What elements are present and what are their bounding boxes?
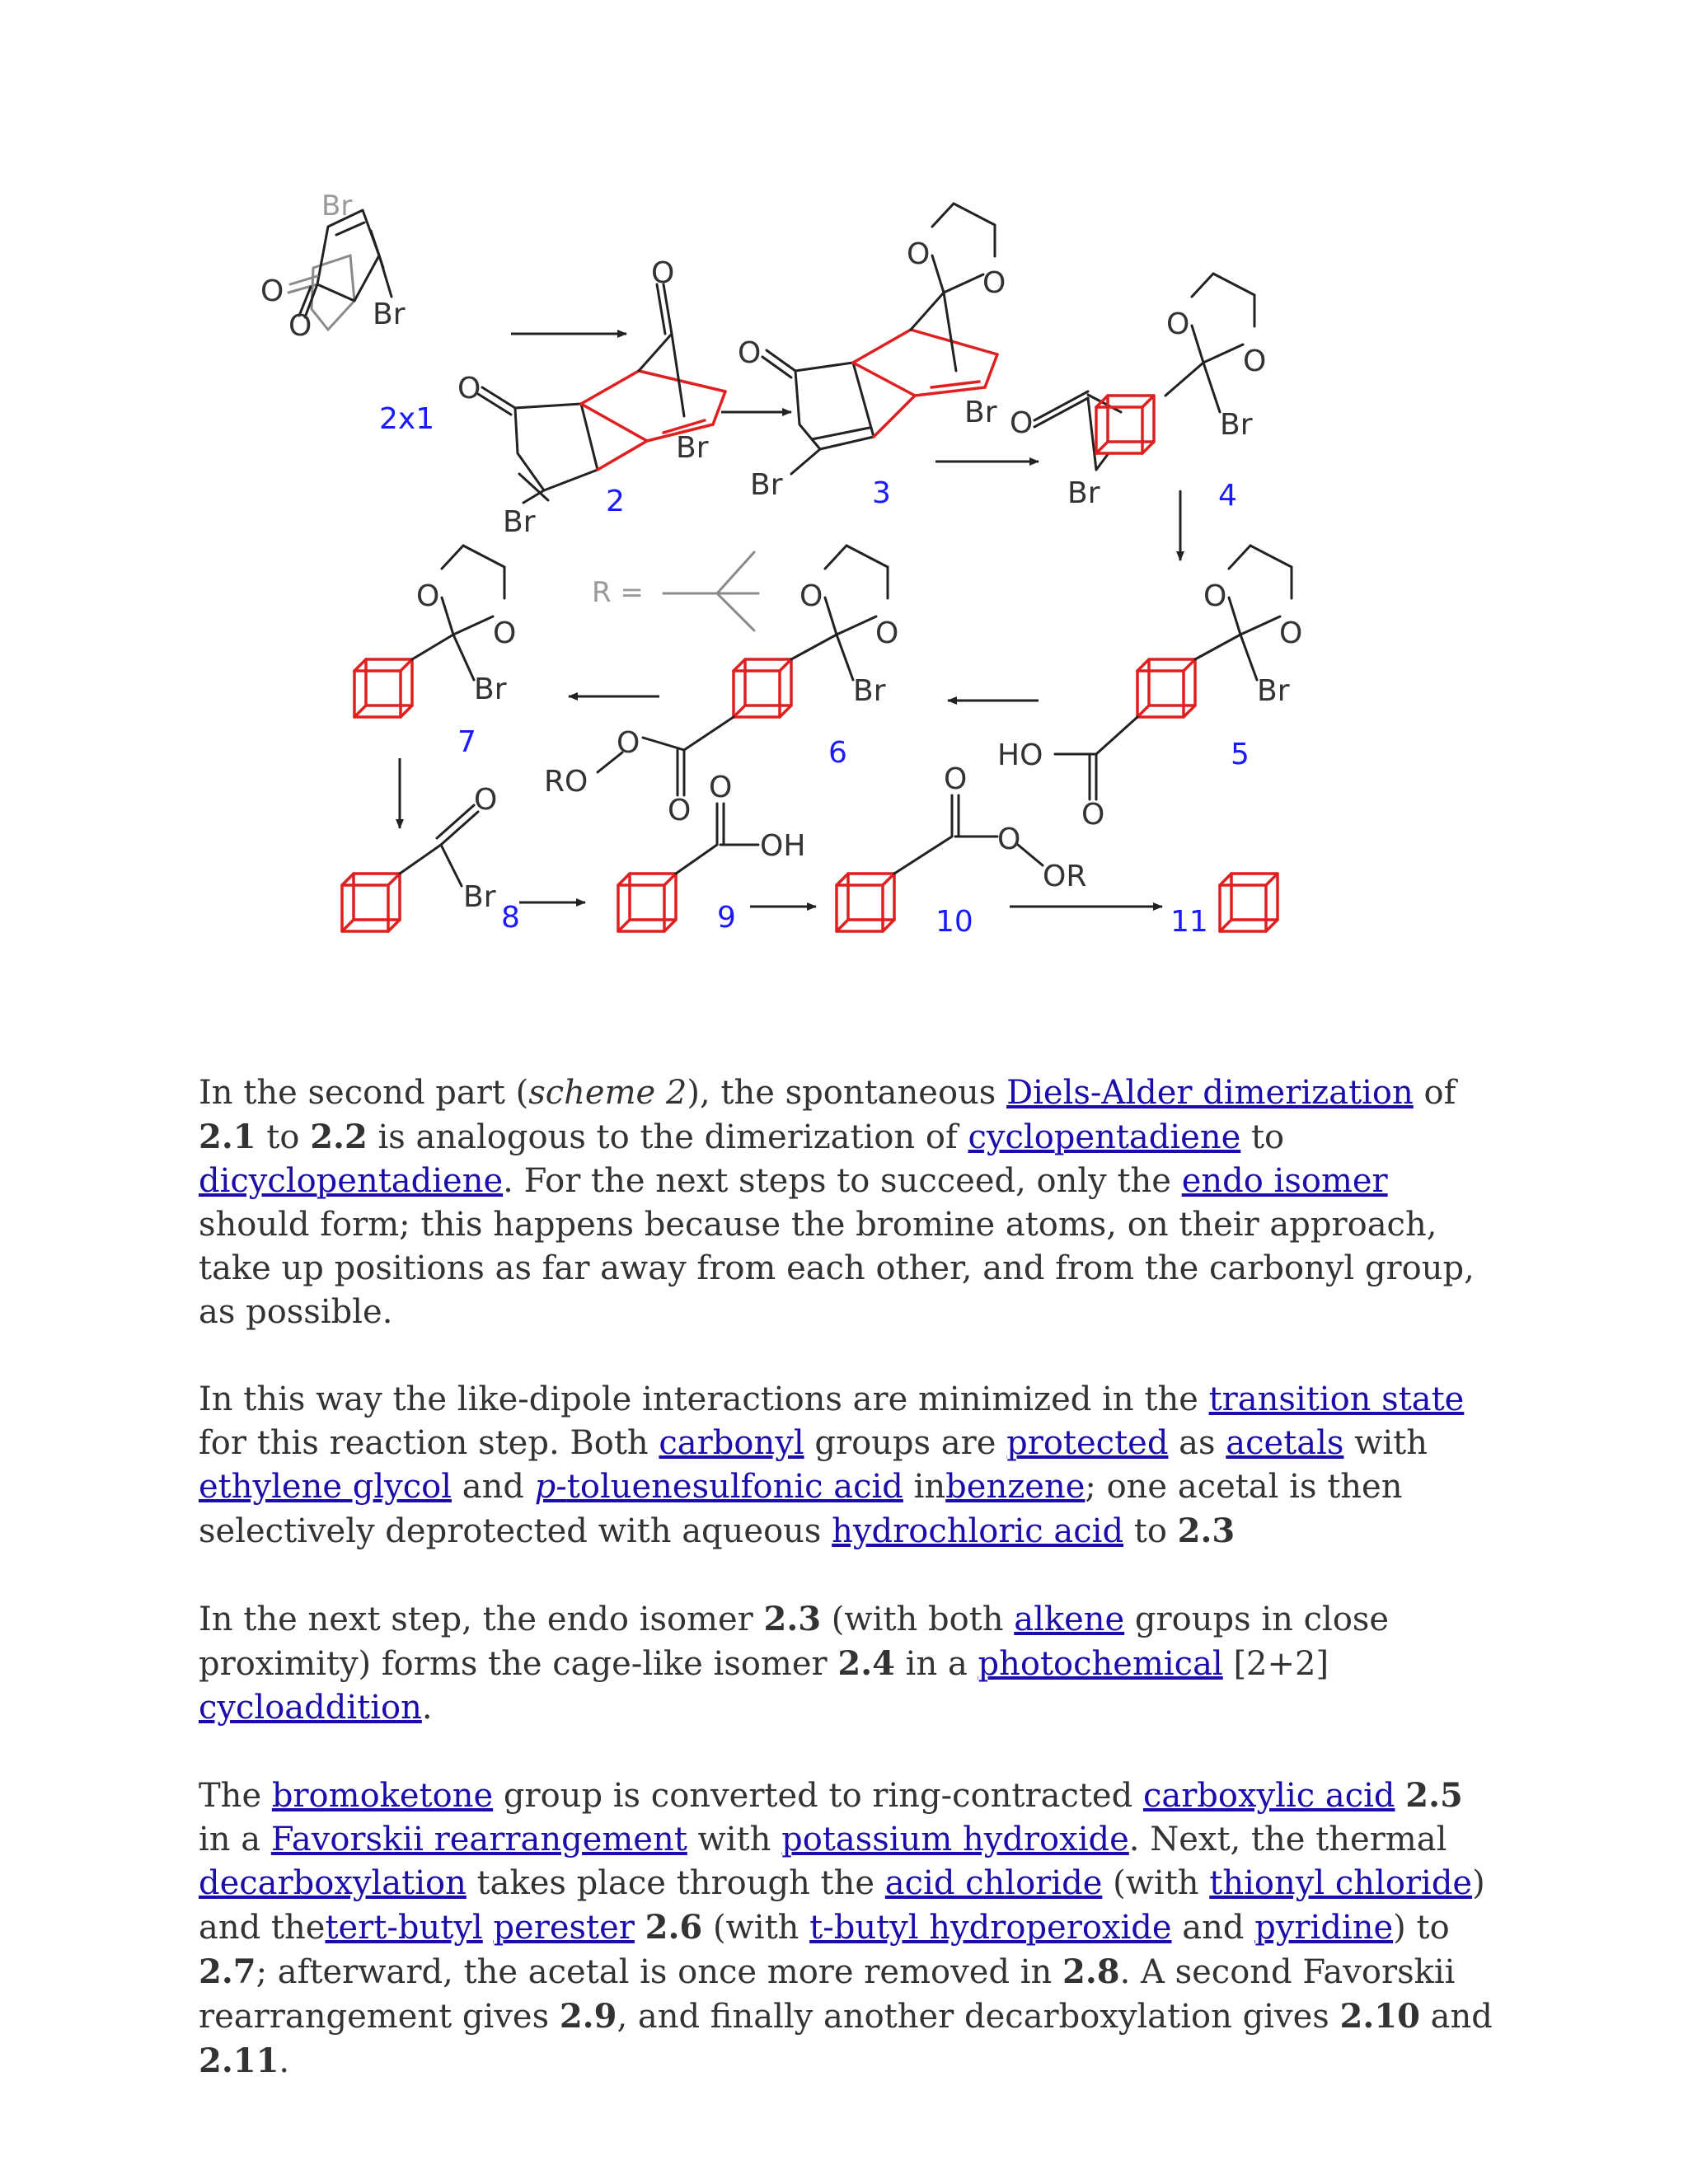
oxygen-label: O	[416, 579, 440, 613]
oxygen-label: O	[944, 762, 968, 796]
text-run	[1395, 1777, 1406, 1815]
oxygen-label: O	[1081, 798, 1105, 832]
bromine-label: Br	[373, 298, 406, 331]
oxygen-label: O	[1203, 579, 1227, 613]
bromine-label: Br	[503, 505, 536, 539]
emphasis-text: scheme 2	[528, 1074, 687, 1112]
article-link[interactable]: Diels-Alder dimerization	[1006, 1074, 1414, 1112]
compound-label-2: 2	[606, 485, 625, 518]
article-link[interactable]: t-butyl hydroperoxide	[809, 1909, 1172, 1947]
compound-11-structure	[1170, 874, 1278, 939]
text-run: . Next, the thermal	[1128, 1821, 1447, 1858]
bromine-label: Br	[463, 880, 496, 914]
text-run: (with	[1102, 1864, 1210, 1902]
article-link[interactable]: dicyclopentadiene	[199, 1162, 504, 1200]
text-run: ) to	[1393, 1909, 1450, 1947]
compound-9-structure	[618, 771, 805, 935]
compound-4-structure	[1010, 274, 1266, 513]
article-link[interactable]: cyclopentadiene	[968, 1118, 1241, 1156]
r-group-legend	[592, 552, 758, 630]
text-run: groups are	[804, 1424, 1007, 1462]
bromine-label: Br	[676, 431, 709, 465]
compound-reference: 2.8	[1062, 1952, 1120, 1991]
ester-r-label: RO	[544, 765, 588, 799]
oxygen-label: O	[651, 256, 675, 290]
text-run: In this way the like-dipole interactions are minimized in the	[199, 1380, 1209, 1418]
oxygen-label: O	[997, 823, 1021, 856]
oxygen-label: O	[668, 794, 692, 827]
article-link[interactable]: potassium hydroxide	[781, 1821, 1129, 1858]
compound-reference: 2.7	[199, 1952, 256, 1991]
oxygen-label: O	[1279, 616, 1303, 650]
compound-label-6: 6	[828, 736, 847, 770]
text-run: in a	[199, 1821, 271, 1858]
text-run: The	[199, 1777, 272, 1815]
text-run: as	[1168, 1424, 1226, 1462]
compound-8-structure	[342, 783, 520, 935]
article-link[interactable]: hydrochloric acid	[832, 1512, 1124, 1550]
text-run: (with	[702, 1909, 810, 1947]
compound-reference: 2.1	[199, 1118, 256, 1156]
compound-reference: 2.2	[310, 1118, 368, 1156]
bromine-label: Br	[853, 674, 886, 708]
paragraph	[199, 1774, 1501, 2083]
article-link[interactable]: carboxylic acid	[1142, 1777, 1395, 1815]
article-link[interactable]: decarboxylation	[199, 1864, 467, 1902]
text-run: ; one acetal is then selectively deprotected with aqueous	[199, 1468, 1403, 1550]
article-link[interactable]: transition state	[1208, 1380, 1465, 1418]
compound-reference: 2.3	[1177, 1511, 1236, 1550]
text-run: to	[1240, 1118, 1285, 1156]
oxygen-label: O	[493, 616, 517, 650]
text-run: with	[687, 1821, 782, 1858]
hydroxyl-label: HO	[997, 738, 1043, 772]
compound-reference: 2.10	[1339, 1997, 1420, 2036]
article-link[interactable]: ethylene glycol	[199, 1468, 452, 1506]
compound-label-9: 9	[717, 901, 736, 935]
compound-3-structure	[738, 204, 1006, 510]
compound-reference: 2.6	[645, 1908, 703, 1947]
compound-10-structure	[837, 762, 1086, 939]
text-run: ; afterward, the acetal is once more removed in	[256, 1953, 1062, 1991]
compound-label-7: 7	[457, 725, 476, 759]
text-run: groups in close proximity) forms the cage-like isomer	[199, 1601, 1390, 1683]
text-run: ), the spontaneous	[687, 1074, 1007, 1112]
compound-2-structure	[457, 256, 725, 539]
article-link[interactable]: endo isomer	[1181, 1162, 1388, 1200]
oxygen-label: O	[738, 336, 762, 370]
article-text	[199, 1071, 1501, 2127]
oxygen-label: O	[875, 616, 899, 650]
text-run: in	[903, 1468, 946, 1506]
oxygen-label: O	[474, 783, 498, 817]
text-run	[635, 1909, 645, 1947]
text-run: to	[1123, 1512, 1178, 1550]
bromine-label: Br	[474, 673, 507, 706]
text-run: for this reaction step. Both	[199, 1424, 659, 1462]
oxygen-label: O	[907, 237, 931, 271]
compound-reference: 2.3	[763, 1600, 822, 1638]
text-run: . A second Favorskii rearrangement gives	[199, 1953, 1456, 2036]
compound-label-1: 2x1	[379, 402, 435, 436]
article-link[interactable]: p-	[534, 1468, 567, 1506]
bromine-label: Br	[750, 468, 783, 502]
oxygen-label: O	[288, 309, 312, 343]
article-link[interactable]: perester	[493, 1909, 635, 1947]
compound-label-4: 4	[1218, 479, 1237, 513]
text-run: (with both	[821, 1601, 1015, 1638]
article-link[interactable]: acid chloride	[884, 1864, 1103, 1902]
paragraph	[199, 1378, 1501, 1554]
article-link[interactable]: benzene	[945, 1468, 1085, 1506]
peroxy-r-label: OR	[1043, 860, 1087, 893]
bromine-label: Br	[321, 190, 353, 223]
hydroxyl-label: OH	[760, 829, 806, 863]
text-run: .	[421, 1689, 433, 1727]
r-group-label: R =	[592, 576, 644, 609]
article-link[interactable]: acetals	[1226, 1424, 1344, 1462]
text-run: in a	[894, 1645, 978, 1683]
oxygen-label: O	[709, 771, 733, 804]
oxygen-label: O	[1010, 406, 1034, 440]
compound-5-structure	[997, 546, 1302, 832]
article-link[interactable]: cycloaddition	[199, 1689, 422, 1727]
compound-reference: 2.5	[1405, 1776, 1463, 1815]
compound-reference: 2.11	[199, 2041, 279, 2080]
text-run: is analogous to the dimerization of	[367, 1118, 968, 1156]
compound-label-11: 11	[1170, 905, 1208, 939]
article-link[interactable]: toluenesulfonic acid	[566, 1468, 903, 1506]
article-link[interactable]: Favorskii rearrangement	[270, 1821, 687, 1858]
compound-label-10: 10	[935, 905, 973, 939]
text-run: In the second part (	[199, 1074, 529, 1112]
text-run: .	[279, 2042, 290, 2080]
bromine-label: Br	[1067, 476, 1100, 510]
oxygen-label: O	[799, 579, 823, 613]
text-run: , and finally another decarboxylation gives	[617, 1998, 1340, 2036]
text-run: group is converted to ring-contracted	[493, 1777, 1143, 1815]
article-link[interactable]: tert-butyl	[325, 1909, 483, 1947]
text-run: and	[1171, 1909, 1255, 1947]
text-run: and	[1419, 1998, 1493, 2036]
text-run: and	[452, 1468, 535, 1506]
text-run: ) and the	[199, 1864, 1485, 1947]
paragraph	[199, 1597, 1501, 1730]
article-link[interactable]: pyridine	[1254, 1909, 1394, 1947]
text-run: with	[1343, 1424, 1428, 1462]
article-link[interactable]: protected	[1006, 1424, 1169, 1462]
paragraph	[199, 1071, 1501, 1334]
article-link[interactable]: alkene	[1014, 1601, 1125, 1638]
compound-label-3: 3	[872, 476, 891, 510]
compound-reference: 2.4	[837, 1644, 895, 1683]
compound-reference: 2.9	[559, 1997, 617, 2036]
oxygen-label: O	[260, 274, 284, 308]
text-run: of	[1413, 1074, 1456, 1112]
text-run: should form; this happens because the bromine atoms, on their approach, take up positions as far away from each other, and from the carbonyl group, as possible.	[199, 1206, 1475, 1331]
article-link[interactable]: bromoketone	[271, 1777, 494, 1815]
text-run	[483, 1909, 494, 1947]
article-link[interactable]: thionyl chloride	[1209, 1864, 1473, 1902]
article-link[interactable]: carbonyl	[659, 1424, 804, 1462]
bromine-label: Br	[964, 396, 997, 429]
compound-label-8: 8	[501, 901, 520, 935]
oxygen-label: O	[617, 726, 640, 760]
compound-1-structure	[260, 190, 434, 436]
text-run: . For the next steps to succeed, only the	[503, 1162, 1182, 1200]
compound-7-structure	[354, 546, 516, 759]
bromine-label: Br	[1257, 674, 1290, 708]
text-run: takes place through the	[466, 1864, 885, 1902]
oxygen-label: O	[457, 372, 481, 405]
text-run: [2+2]	[1222, 1645, 1329, 1683]
oxygen-label: O	[982, 266, 1006, 300]
text-run: In the next step, the endo isomer	[199, 1601, 764, 1638]
text-run: to	[256, 1118, 311, 1156]
oxygen-label: O	[1243, 344, 1267, 378]
compound-label-5: 5	[1231, 738, 1250, 771]
bromine-label: Br	[1220, 408, 1253, 442]
article-link[interactable]: photochemical	[978, 1645, 1223, 1683]
reaction-scheme	[260, 177, 1352, 968]
oxygen-label: O	[1166, 307, 1190, 341]
